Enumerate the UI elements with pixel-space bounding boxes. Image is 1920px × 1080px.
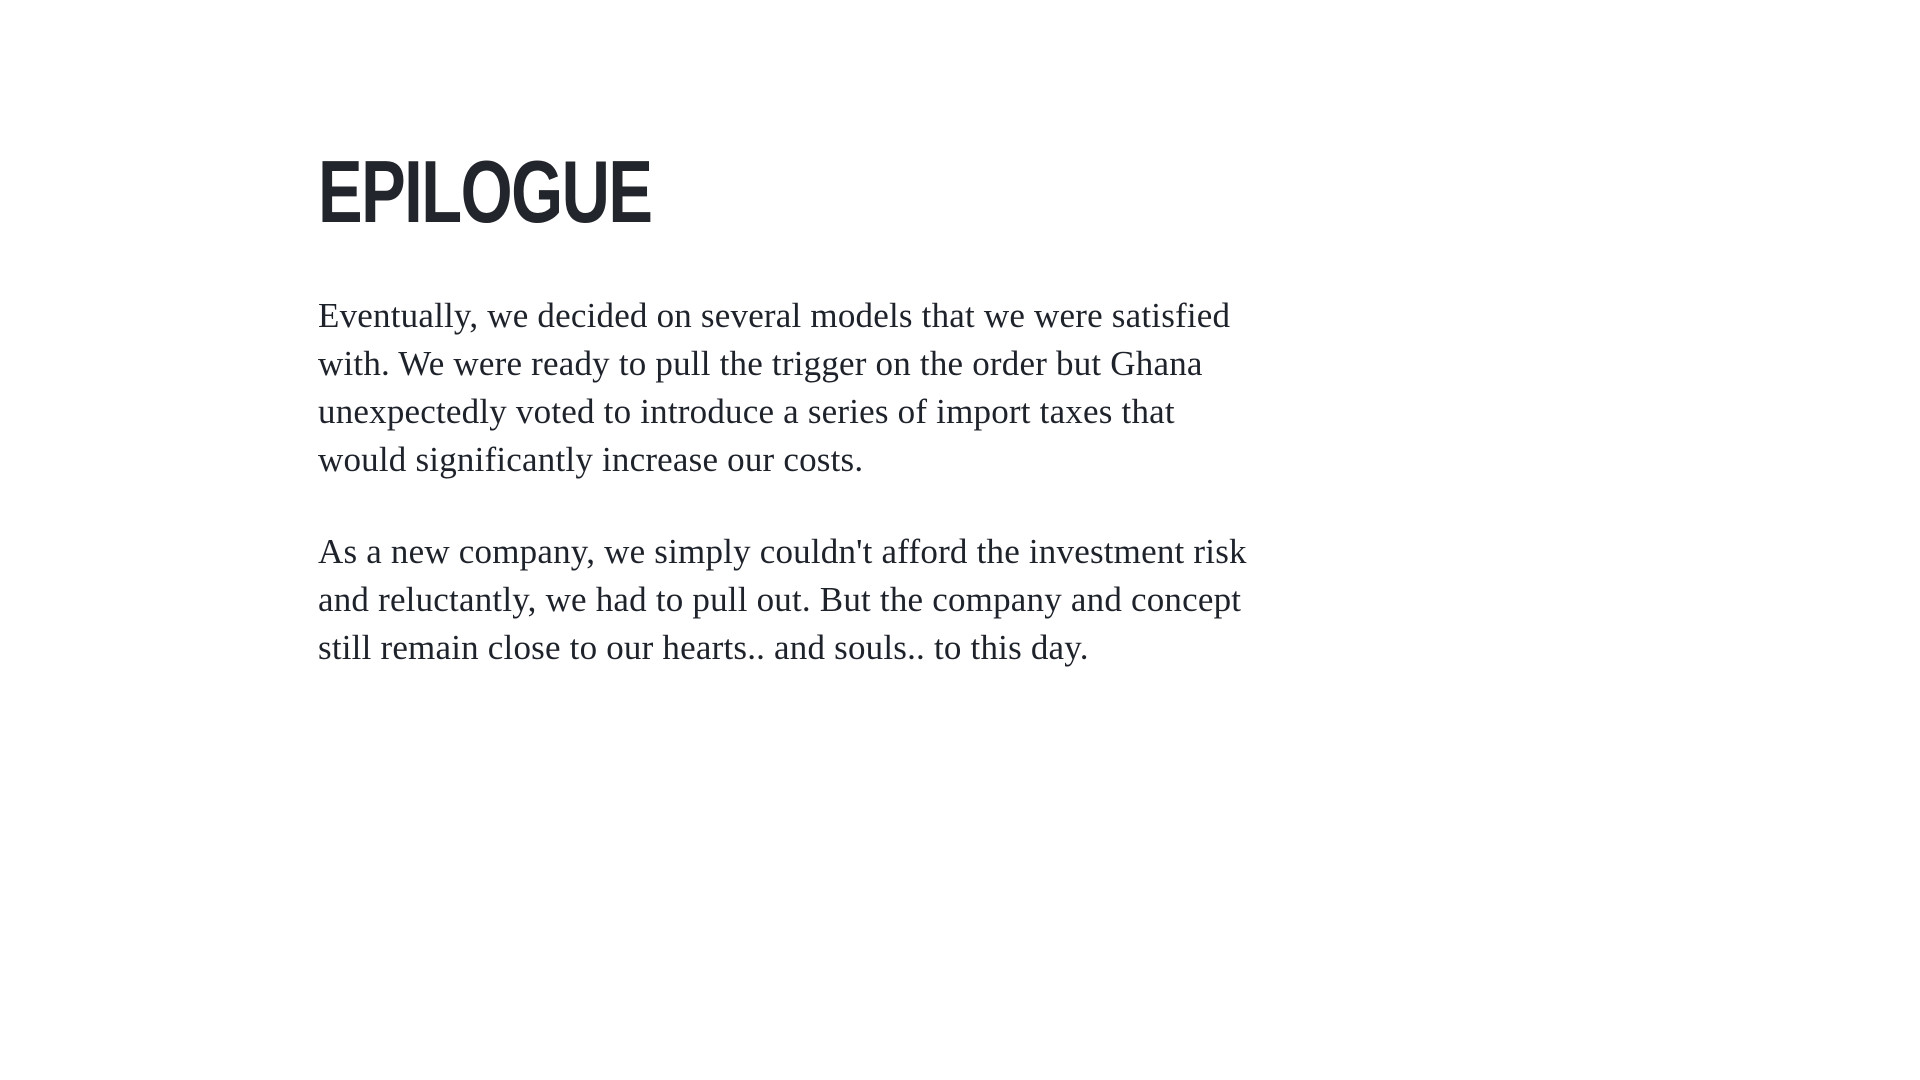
page-title: EPILOGUE — [318, 142, 652, 241]
paragraph-1: Eventually, we decided on several models that we were satisfied with. We were ready to pull the trigger on the order but Ghana unexpectedly voted to introduce a series of import taxes that would significantly increase our costs. — [318, 296, 1231, 479]
paragraph-2: As a new company, we simply couldn't afford the investment risk and reluctantly, we had to pull out. But the company and concept still remain close to our hearts.. and souls.. to this day. — [318, 532, 1247, 667]
